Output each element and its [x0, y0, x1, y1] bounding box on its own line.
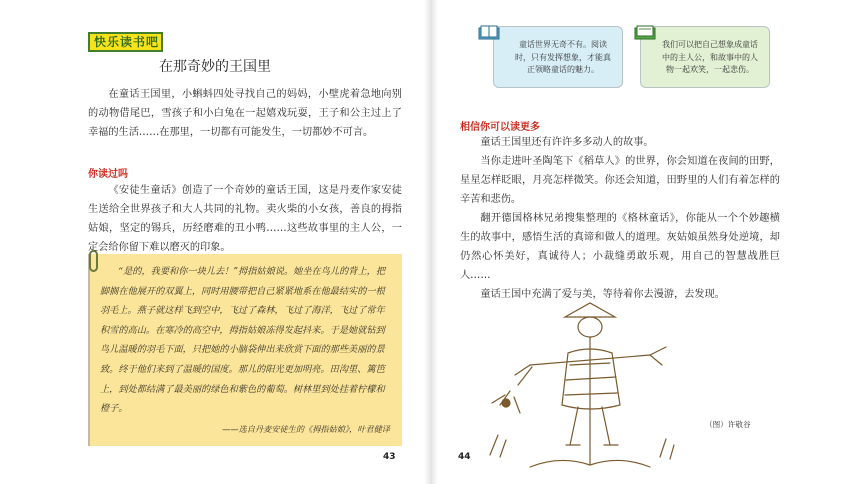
page-title: 在那奇妙的王国里	[159, 59, 271, 75]
excerpt-source: ——选自丹麦安徒生的《拇指姑娘》，叶君健译	[222, 424, 390, 434]
excerpt-note	[88, 254, 402, 446]
page-number-right: 44	[458, 452, 471, 462]
book-icon	[478, 25, 500, 41]
reading-banner	[88, 32, 163, 52]
tip-card-2: 我们可以把自己想象成童话中的主人公，和故事中的人物一起欢笑，一起悲伤。	[640, 26, 770, 88]
paperclip-icon	[89, 250, 98, 272]
section-heading-more: 相信你可以读更多	[460, 122, 540, 133]
intro-paragraph: 在童话王国里，小蝌蚪四处寻找自己的妈妈，小壁虎着急地向别的动物借尾巴，雪孩子和小白兔在一起嬉戏玩耍，王子和公主过上了幸福的生活……在那里，一切都有可能发生，一切都妙不可言。	[88, 89, 402, 138]
banner-label: 快乐读书吧	[94, 35, 160, 49]
paragraph-4: 童话王国中充满了爱与美，等待着你去漫游，去发现。	[480, 289, 725, 300]
andersen-paragraph: 《安徒生童话》创造了一个奇妙的童话王国，这是丹麦作家安徒生送给全世界孩子和大人共同的礼物。卖火柴的小女孩，善良的拇指姑娘，坚定的锡兵，历经磨难的丑小鸭……这些故事里的主人公，一定会给你留下难以磨灭的印象。	[88, 185, 402, 253]
tip-card-1: 童话世界无奇不有。阅读时，只有发挥想象，才能真正领略童话的魅力。	[493, 26, 623, 88]
book-gutter	[424, 0, 438, 484]
page-number-left: 43	[383, 452, 396, 462]
book-icon	[634, 25, 656, 41]
scarecrow-illustration	[470, 295, 710, 475]
paragraph-1: 童话王国里还有许许多多动人的故事。	[480, 137, 654, 148]
excerpt-text: “是的，我要和你一块儿去！”拇指姑娘说。她坐在鸟儿的背上，把脚搁在他展开的双翼上，同时用腰带把自己紧紧地系在他最结实的一根羽毛上。燕子就这样飞到空中，飞过了森林，飞过了海洋，飞过了常年积雪的高山。在寒冷的高空中，拇指姑娘冻得发起抖来。于是她就钻到鸟儿温暖的羽毛下面，只把她的小脑袋伸出来欣赏下面的那些美丽的景致。终于他们来到了温暖的国度。那儿的阳光更加明亮。田沟里、篱笆上，到处都结满了最美丽的绿色和紫色的葡萄。树林里到处挂着柠檬和橙子。	[100, 266, 386, 415]
illustration-caption: （图）许敬谷	[705, 420, 751, 429]
section-heading-read: 你读过吗	[88, 169, 128, 180]
paragraph-3: 翻开德国格林兄弟搜集整理的《格林童话》，你能从一个个妙趣横生的故事中，感悟生活的真谛和做人的道理。灰姑娘虽然身处逆境，却仍然心怀美好，真诚待人；小裁缝勇敢乐观，用自己的智慧战胜巨人……	[460, 213, 780, 281]
more-stories-text	[460, 133, 780, 304]
paragraph-2: 当你走进叶圣陶笔下《稻草人》的世界，你会知道在夜间的田野，星星怎样眨眼，月亮怎样微笑。你还会知道，田野里的人们有着怎样的辛苦和悲伤。	[460, 156, 780, 205]
